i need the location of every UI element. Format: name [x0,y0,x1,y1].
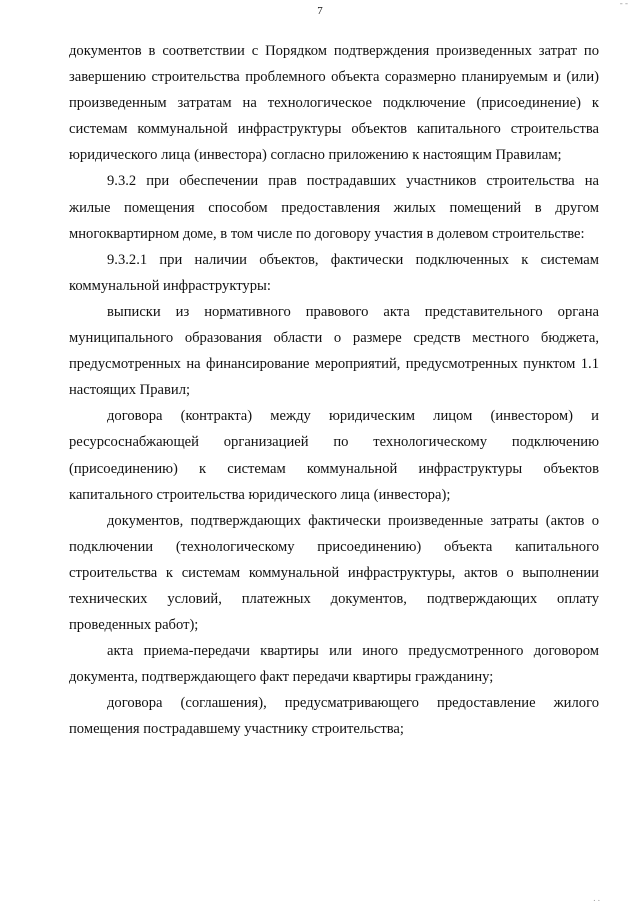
page-number: 7 [317,5,323,17]
paragraph-transfer-act: акта приема-передачи квартиры или иного предусмотренного договором документа, подтверждающего факт передачи квартиры гражданину; [69,643,599,686]
corner-mark-bottom: . . [593,893,600,903]
paragraph-documents-costs: документов в соответствии с Порядком подтверждения произведенных затрат по завершению строительства проблемного объекта соразмерно планируемым и (или) произведенным затратам на технологическое подключение (присоединение) к системам коммунальной инфраструктуры объектов капитального строительства юридического лица (инвестора) согласно приложению к настоящим Правилам; [69,43,599,164]
paragraph-9-3-2: 9.3.2 при обеспечении прав пострадавших участников строительства на жилые помещения способом предоставления жилых помещений в другом многоквартирном доме, в том числе по договору участия в долевом строительстве: [69,173,599,242]
paragraph-documents-actual-costs: документов, подтверждающих фактически произведенные затраты (актов о подключении (технологическому присоединению) объекта капитального строительства к системам коммунальной инфраструктуры, актов о выполнении технических условий, платежных документов, подтверждающих оплату проведенных работ); [69,512,599,634]
document-body [69,38,599,743]
paragraph-agreement: договора (соглашения), предусматривающего предоставление жилого помещения пострадавшему участнику строительства; [69,695,599,738]
paragraph-contract: договора (контракта) между юридическим лицом (инвестором) и ресурсоснабжающей организацией по технологическому подключению (присоединению) к системам коммунальной инфраструктуры объектов капитального строительства юридического лица (инвестора); [69,408,599,503]
corner-mark-top: - - [619,0,628,8]
paragraph-9-3-2-1: 9.3.2.1 при наличии объектов, фактически подключенных к системам коммунальной инфраструктуры: [69,251,599,294]
paragraph-extract-normative-act: выписки из нормативного правового акта представительного органа муниципального образования области о размере средств местного бюджета, предусмотренных на финансирование мероприятий, предусмотренных пунктом 1.1 настоящих Правил; [69,303,599,399]
